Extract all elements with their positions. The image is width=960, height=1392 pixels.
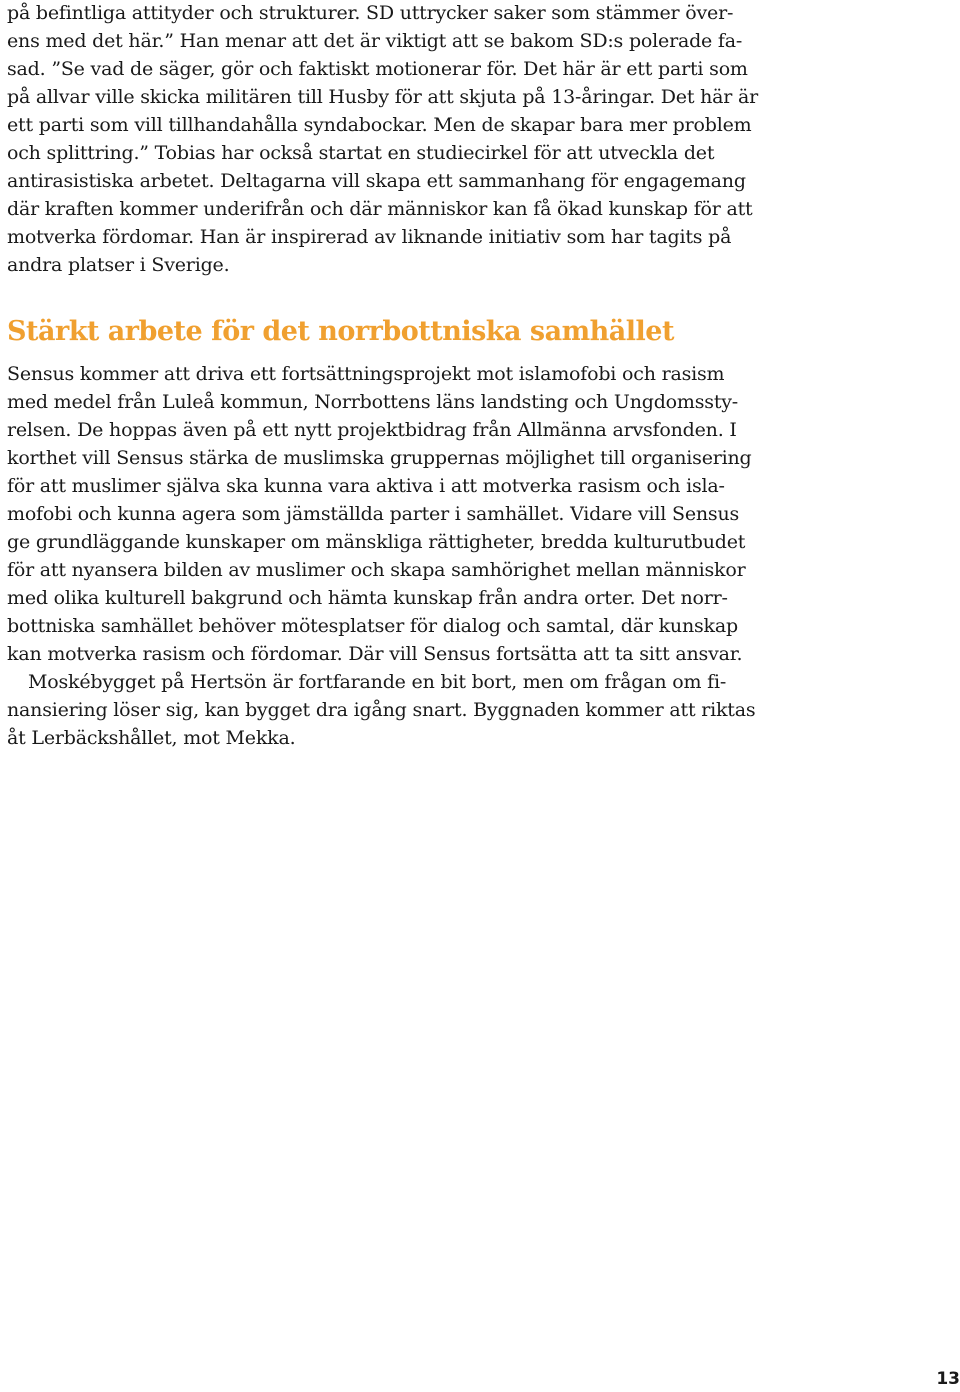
text-line: korthet vill Sensus stärka de muslimska gruppernas möjlighet till organisering <box>7 447 752 469</box>
text-line: Moskébygget på Hertsön är fortfarande en bit bort, men om frågan om fi- <box>28 671 727 693</box>
text-line: relsen. De hoppas även på ett nytt projektbidrag från Allmänna arvsfonden. I <box>7 419 737 441</box>
text-line: med medel från Luleå kommun, Norrbottens läns landsting och Ungdomssty- <box>7 391 739 413</box>
text-line: på befintliga attityder och strukturer. SD uttrycker saker som stämmer över- <box>7 2 734 24</box>
text-line: mofobi och kunna agera som jämställda parter i samhället. Vidare vill Sensus <box>7 503 740 525</box>
text-line: sad. ”Se vad de säger, gör och faktiskt motionerar för. Det här är ett parti som <box>7 58 748 80</box>
text-line: bottniska samhället behöver mötesplatser för dialog och samtal, där kunskap <box>7 615 738 637</box>
paragraph-1 <box>7 0 758 279</box>
text-line: nansiering löser sig, kan bygget dra igång snart. Byggnaden kommer att riktas <box>7 699 756 721</box>
text-line: Sensus kommer att driva ett fortsättningsprojekt mot islamofobi och rasism <box>7 363 725 385</box>
text-line: på allvar ville skicka militären till Husby för att skjuta på 13-åringar. Det här är <box>7 86 759 108</box>
text-line: antirasistiska arbetet. Deltagarna vill skapa ett sammanhang för engagemang <box>7 170 746 192</box>
text-line: ett parti som vill tillhandahålla syndabockar. Men de skapar bara mer problem <box>7 114 752 136</box>
section-heading: Stärkt arbete för det norrbottniska samhället <box>7 316 674 347</box>
text-line: och splittring.” Tobias har också startat en studiecirkel för att utveckla det <box>7 142 715 164</box>
text-line: för att muslimer själva ska kunna vara aktiva i att motverka rasism och isla- <box>7 475 725 497</box>
text-line: åt Lerbäckshållet, mot Mekka. <box>7 727 296 749</box>
text-line: andra platser i Sverige. <box>7 254 230 276</box>
paragraph-2 <box>7 360 755 752</box>
text-line: för att nyansera bilden av muslimer och skapa samhörighet mellan människor <box>7 559 746 581</box>
text-line: med olika kulturell bakgrund och hämta kunskap från andra orter. Det norr- <box>7 587 728 609</box>
text-line: där kraften kommer underifrån och där människor kan få ökad kunskap för att <box>7 198 753 220</box>
text-line: kan motverka rasism och fördomar. Där vill Sensus fortsätta att ta sitt ansvar. <box>7 643 743 665</box>
text-line: motverka fördomar. Han är inspirerad av liknande initiativ som har tagits på <box>7 226 732 248</box>
page-number: 13 <box>936 1369 960 1389</box>
text-line: ge grundläggande kunskaper om mänskliga rättigheter, bredda kulturutbudet <box>7 531 746 553</box>
text-line: ens med det här.” Han menar att det är viktigt att se bakom SD:s polerade fa- <box>7 30 743 52</box>
